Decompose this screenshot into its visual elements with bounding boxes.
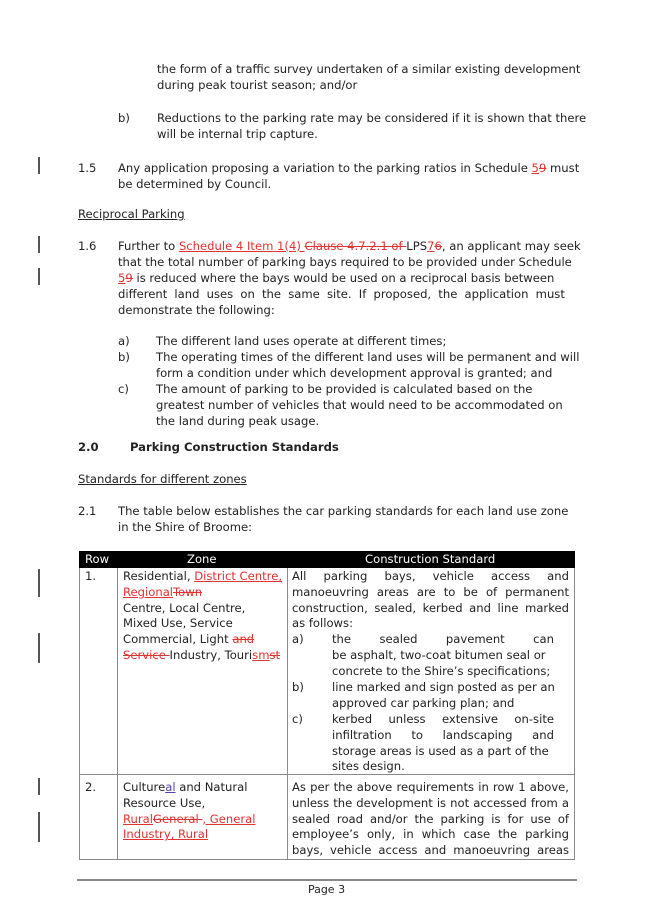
clause-1-6-line-3 [118,270,554,286]
list-item-c-line-1: The amount of parking to be provided is calculated based on the [156,382,533,396]
deletion: Service [123,647,170,662]
list-item-c-line-2: greatest number of vehicles that would need to be accommodated on [156,398,563,412]
standard-cell [292,569,569,632]
clause-1-5-line-2: be determined by Council. [118,177,272,191]
section-number-2-0: 2.0 [78,440,99,454]
zone-line [123,632,282,648]
section-title: Parking Construction Standards [130,440,339,454]
heading-standards-zones: Standards for different zones [78,472,247,486]
deletion: st [269,647,281,662]
insertion: 7 [427,239,435,253]
list-item-a-line-1: The different land uses operate at different times; [156,334,447,348]
text: Residential, [123,569,195,583]
column-header-zone: Zone [187,552,217,566]
item-b-line-1: Reductions to the parking rate may be considered if it is shown that there [157,111,587,125]
sub-label-c: c) [292,712,303,726]
zone-line [123,585,282,601]
insertion: Rural [123,811,153,826]
change-bar [38,633,40,663]
sub-item-line: line marked and sign posted as per an [332,680,555,694]
list-label-c: c) [118,382,129,396]
change-bar [38,236,40,253]
clause-1-6-line-4: different land uses on the same site. If proposed, the application must [118,287,565,301]
zone-line [123,812,255,828]
column-header-row: Row [85,552,110,566]
heading-reciprocal-parking: Reciprocal Parking [78,207,185,221]
text: Commercial, Light [123,632,233,647]
footer-divider [77,879,577,881]
insertion: , General [202,811,256,826]
standard-line: manoeuvring areas are to be of permanent [292,584,569,599]
text: Any application proposing a variation to the parking ratios in Schedule [118,161,532,175]
clause-number-2-1: 2.1 [78,504,97,518]
row-number: 1. [85,569,97,583]
row-number: 2. [85,780,97,794]
standard-line: All parking bays, vehicle access and [292,569,569,583]
sub-label-b: b) [292,680,304,694]
list-label-b: b) [118,350,130,364]
sub-item-line: the sealed pavement can [332,632,554,646]
clause-2-1-line-1: The table below establishes the car parking standards for each land use zone [118,504,569,518]
sub-item-line: storage areas is used as a part of the [332,743,549,758]
sub-item-line: be asphalt, two-coat bitumen seal or [332,647,546,662]
sub-item-line: approved car parking plan; and [332,695,515,710]
deletion: and [232,632,255,647]
change-bar [38,157,40,174]
sub-item-c [332,712,554,775]
table-border [79,568,80,860]
sub-item-b [332,680,555,712]
clause-1-5-line-1 [118,160,579,176]
text: LPS [406,239,428,253]
insertion: District Centre, [194,569,283,583]
change-bar [38,569,40,597]
standard-line: sealed road and/or the parking is for use of [292,811,569,826]
insertion: Schedule 4 Item 1(4) [178,239,305,253]
standard-line: As per the above requirements in row 1 above, [292,780,569,794]
standard-line: as follows: [292,616,353,631]
deletion: 9 [125,271,133,285]
zone-line: Centre, Local Centre, [123,600,246,615]
deletion: 9 [538,161,547,175]
deletion: Clause 4.7.2.1 of [304,239,407,253]
text: is reduced where the bays would be used on a reciprocal basis between [132,271,555,285]
insertion: Regional [123,584,174,599]
insertion: sm [252,647,270,662]
sub-item-line: infiltration to landscaping and [332,727,554,742]
list-label-b: b) [118,111,130,125]
standard-cell [292,780,569,859]
insertion: Industry, Rural [123,827,209,842]
text: Industry, Touri [169,647,253,662]
text: e [158,780,166,794]
clause-2-1-line-2: in the Shire of Broome: [118,520,253,534]
insertion: al [165,780,176,794]
deletion: 6 [434,239,442,253]
table-header [79,551,575,568]
list-item-c-line-3: the land during peak usage. [156,414,320,428]
standard-line: employee’s only, in which case the parking [292,827,569,842]
deletion: Town [173,584,203,599]
text: Cultur [123,780,159,794]
change-bar [38,778,40,795]
clause-1-6-line-5: demonstrate the following: [118,303,275,317]
zone-line [123,648,282,664]
zone-cell [123,780,255,843]
column-header-construction-standard: Construction Standard [365,552,496,566]
table-border [287,568,288,860]
clause-number-1-6: 1.6 [78,239,97,253]
insertion: 5 [531,161,539,175]
zone-line [123,827,255,843]
clause-1-6-line-1 [118,238,581,254]
sub-item-line: concrete to the Shire’s specifications; [332,663,551,678]
sub-item-line: kerbed unless extensive on-site [332,712,554,726]
deletion: General [152,811,203,826]
sub-label-a: a) [292,632,304,646]
zone-cell [123,569,282,664]
sub-item-line: sites design. [332,759,405,774]
clause-1-6-line-2: that the total number of parking bays required to be provided under Schedule [118,255,572,269]
construction-standards-table [79,551,575,860]
zone-line: Mixed Use, Service [123,616,233,631]
text: Further to [118,239,179,253]
list-item-b-line-2: form a condition under which development approval is granted; and [156,366,553,380]
zone-line [123,569,282,585]
continuation-line-1: the form of a traffic survey undertaken of a similar existing development [157,62,581,76]
page-number: Page 3 [307,883,346,896]
table-border [79,859,575,860]
change-bar [38,812,40,842]
text: , an applicant may seek [441,239,581,253]
list-label-a: a) [118,334,130,348]
table-border [117,568,118,860]
standard-line: bays, vehicle access and manoeuvring areas [292,843,569,858]
zone-line [123,780,255,796]
text: must [546,161,580,175]
list-item-b-line-1: The operating times of the different land uses will be permanent and will [156,350,580,364]
zone-line: Resource Use, [123,795,206,810]
insertion: 5 [118,271,126,285]
standard-line: unless the development is not accessed from a [292,795,569,810]
text: and Natural [175,780,248,794]
table-border [574,568,575,860]
item-b-line-2: will be internal trip capture. [157,127,318,141]
sub-item-a [332,632,554,679]
continuation-line-2: during peak tourist season; and/or [157,78,358,92]
clause-number-1-5: 1.5 [78,161,97,175]
change-bar [38,268,40,285]
standard-line: construction, sealed, kerbed and line marked [292,600,569,615]
